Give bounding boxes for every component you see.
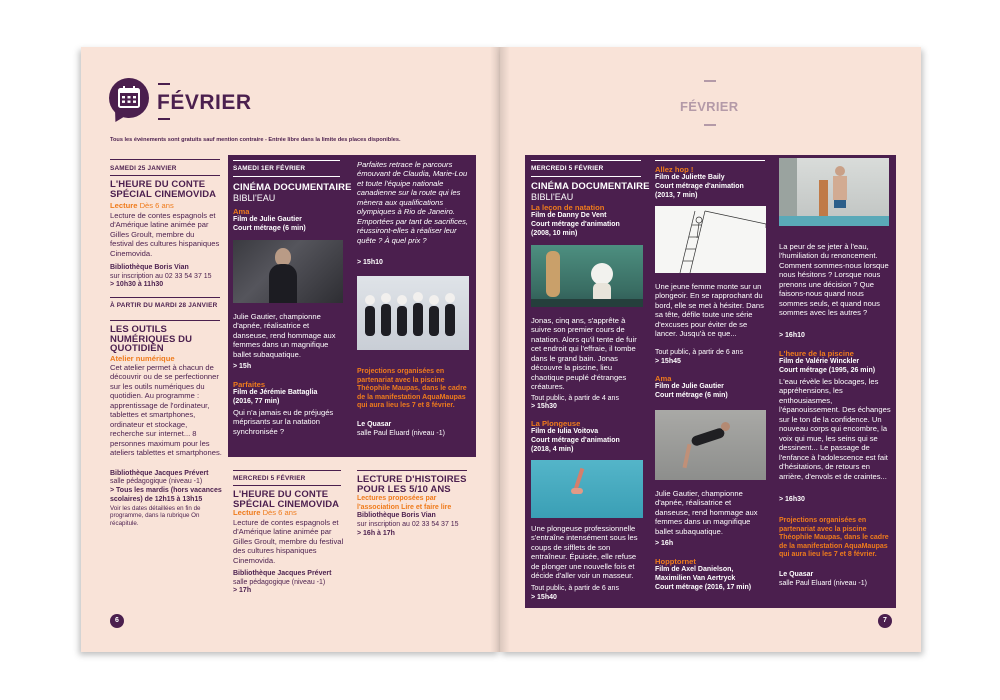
event-subtitle: BIBLI'EAU [531, 192, 574, 202]
film-credit: Film de Valérie Winckler [779, 358, 860, 365]
event-date: À PARTIR DU MARDI 28 JANVIER [110, 302, 218, 309]
film-credit: Film de Danny De Vent [531, 212, 607, 219]
event-room: salle pédagogique (niveau -1) [233, 579, 326, 586]
divider [233, 176, 340, 177]
event-time: > 10h30 à 11h30 [110, 281, 164, 288]
film-type: Court métrage d'animation [531, 221, 620, 228]
film-description: Une plongeuse professionnelle s'entraîne intensément sous les coups de sifflets de son entraîneur. Épuisée, elle refuse de plonger une nouvelle fois et décide d'aller voir un masseur. [531, 524, 638, 581]
film-credit: Film de Iulia Voitova [531, 428, 599, 435]
event-time: > 17h [233, 587, 252, 594]
film-time: > 15h [233, 363, 252, 370]
film-credit: Film de Axel Danielson, Maximilien Van Aertryck [655, 566, 736, 582]
event-venue: Bibliothèque Boris Vian [357, 512, 436, 519]
film-type: Court métrage d'animation [655, 183, 744, 190]
event-time: > Tous les mardis (hors vacances scolaires) de 12h15 à 13h15 [110, 487, 222, 503]
film-still-lecon-natation [531, 245, 643, 307]
film-year: (2008, 10 min) [531, 230, 578, 237]
event-title: L'HEURE DU CONTE SPÉCIAL CINEMOVIDA [110, 179, 217, 200]
event-title: LES OUTILS NUMÉRIQUES DU QUOTIDIEN [110, 324, 193, 355]
event-category: Lecture Dès 6 ans [233, 508, 297, 517]
film-still-parfaites [357, 276, 469, 350]
film-time: > 16h30 [779, 496, 805, 503]
divider [531, 160, 641, 161]
film-title: Ama [233, 207, 250, 216]
event-title: L'HEURE DU CONTE SPÉCIAL CINEMOVIDA [233, 489, 340, 510]
film-time: > 16h [655, 540, 674, 547]
divider [110, 320, 220, 321]
film-credit: Film de Juliette Baily [655, 174, 725, 181]
film-public: Tout public, à partir de 6 ans [655, 349, 743, 356]
film-description: La peur de se jeter à l'eau, l'humiliation du renoncement. Comment sommes-nous lorsque nous hésitons ? Lorsque nous prenons une décision ? Que faisons-nous quand nous sommes seuls, et quand nous sommes avec les autres ? [779, 242, 889, 318]
event-venue: Le Quasar [779, 571, 814, 578]
event-title: LECTURE D'HISTOIRES POUR LES 5/10 ANS [357, 474, 467, 495]
title-dash-bottom [158, 118, 170, 120]
event-venue: Bibliothèque Jacques Prévert [110, 470, 209, 477]
event-room: salle pédagogique (niveau -1) [110, 478, 203, 485]
calendar-icon [109, 78, 149, 118]
film-description: Jonas, cinq ans, s'apprête à suivre son premier cours de natation. Alors qu'il tente de fuir cet endroit qui l'effraie, il tombe dans le grand bain. Jonas découvre la piscine, lieu chaotique peuplé d'étranges créatures. [531, 316, 637, 392]
event-date: MERCREDI 5 FÉVRIER [531, 165, 604, 172]
film-time: > 15h40 [531, 594, 557, 601]
film-public: Tout public, à partir de 4 ans [531, 395, 619, 402]
film-time: > 15h45 [655, 358, 681, 365]
partnership-note: Projections organisées en partenariat avec la piscine Théophile Maupas, dans le cadre de la manifestation AquaMaupas qui aura lieu les 7 et 8 février. [357, 368, 467, 410]
film-type: Court métrage d'animation [531, 437, 620, 444]
event-title: CINÉMA DOCUMENTAIRE [233, 182, 352, 193]
event-venue: Bibliothèque Boris Vian [110, 264, 189, 271]
film-title: La leçon de natation [531, 203, 605, 212]
film-year: (2018, 4 min) [531, 446, 574, 453]
film-title: Parfaites [233, 380, 266, 389]
event-category: Lectures proposées par l'association Lire et faire lire [357, 495, 452, 511]
divider [233, 160, 340, 161]
film-year: (2016, 77 min) [233, 398, 280, 405]
divider [110, 159, 220, 160]
event-booking: sur inscription au 02 33 54 37 15 [110, 273, 212, 280]
film-credit: Film de Julie Gautier [655, 383, 724, 390]
divider [531, 176, 641, 177]
film-still-allez-hop [655, 206, 766, 273]
event-description: Lecture de contes espagnols et d'Amérique latine animée par Gilles Groult, membre du festival des cultures hispaniques Cinemovida. [233, 518, 344, 565]
event-date: SAMEDI 1ER FÉVRIER [233, 165, 306, 172]
divider [655, 160, 765, 161]
spine-shadow [490, 47, 510, 652]
month-title: FÉVRIER [680, 99, 739, 114]
divider [233, 485, 341, 486]
event-date: SAMEDI 25 JANVIER [110, 165, 177, 172]
title-dash-bottom [704, 124, 716, 126]
film-title: L'heure de la piscine [779, 349, 854, 358]
film-time: > 16h10 [779, 332, 805, 339]
event-time: > 16h à 17h [357, 530, 395, 537]
film-title: Ama [655, 374, 672, 383]
film-description: Julie Gautier, championne d'apnée, réalisatrice et danseuse, rend hommage aux femmes dans un magnifique ballet subaquatique. [233, 312, 336, 359]
divider [110, 297, 220, 298]
film-still-ama [655, 410, 766, 480]
film-type: Court métrage (6 min) [655, 392, 728, 399]
film-type: Court métrage (1995, 26 min) [779, 367, 876, 374]
film-still-ama [233, 240, 343, 303]
divider [110, 175, 220, 176]
film-description: Julie Gautier, championne d'apnée, réalisatrice et danseuse, rend hommage aux femmes dans un magnifique ballet subaquatique. [655, 489, 758, 536]
film-description: L'eau révèle les blocages, les appréhensions, les enthousiasmes, l'épanouissement. Des échanges sur le ton de la confidence. Un nouveau corps qui encombre, la voix qui mue, les seins qui se dessinent... Le passage de l'enfance à l'adolescence est fait d'hésitations, de retours en arrière, d'envols et de craintes... [779, 377, 891, 481]
film-still-plongeuse [531, 460, 643, 518]
event-title: CINÉMA DOCUMENTAIRE [531, 181, 650, 192]
film-title: Hopptornet [655, 557, 696, 566]
film-title: Allez hop ! [655, 165, 694, 174]
event-room: salle Paul Eluard (niveau -1) [779, 580, 867, 587]
title-dash-top [704, 80, 716, 82]
intro-text: Tous les événements sont gratuits sauf mention contraire - Entrée libre dans la limite des places disponibles. [110, 137, 401, 143]
film-description: Qui n'a jamais eu de préjugés méprisants sur la natation synchronisée ? [233, 408, 334, 436]
event-category: Lecture Dès 6 ans [110, 201, 174, 210]
event-subtitle: BIBLI'EAU [233, 193, 276, 203]
event-room: salle Paul Eluard (niveau -1) [357, 430, 445, 437]
event-category: Atelier numérique [110, 354, 175, 363]
event-date: MERCREDI 5 FÉVRIER [233, 475, 306, 482]
event-note: Voir les dates détaillées en fin de programme, dans la rubrique On récapitule. [110, 505, 201, 527]
title-dash-top [158, 83, 170, 85]
event-booking: sur inscription au 02 33 54 37 15 [357, 521, 459, 528]
film-credit: Film de Julie Gautier [233, 216, 302, 223]
film-time: > 15h30 [531, 403, 557, 410]
film-title: La Plongeuse [531, 419, 581, 428]
event-venue: Le Quasar [357, 421, 392, 428]
film-still-hopptornet [779, 158, 889, 226]
month-title: FÉVRIER [157, 91, 252, 114]
film-type: Court métrage (6 min) [233, 225, 306, 232]
film-time: > 15h10 [357, 259, 383, 266]
film-description: Une jeune femme monte sur un plongeoir. En se rapprochant du bord, elle se met à hésiter. Dans sa tête, défile toute une série d'excuses pour éviter de se lancer. Jusqu'à ce que... [655, 282, 764, 339]
event-description: Lecture de contes espagnols et d'Amérique latine animée par Gilles Groult, membre du festival des cultures hispaniques Cinemovida. [110, 211, 220, 258]
event-description: Cet atelier permet à chacun de découvrir ou de se perfectionner sur les outils numériques du quotidien. Au programme : apprentissage de l'ordinateur, tablettes et smartphones, ordinateur et stockage, recherche sur internet... 8 personnes maximum pour les ateliers tablettes et smartphones. [110, 363, 222, 458]
film-type: Court métrage (2016, 17 min) [655, 584, 752, 591]
partnership-note: Projections organisées en partenariat avec la piscine Théophile Maupas, dans le cadre de la manifestation AquaMaupas qui aura lieu les 7 et 8 février. [779, 517, 889, 559]
film-year: (2013, 7 min) [655, 192, 698, 199]
film-public: Tout public, à partir de 6 ans [531, 585, 619, 592]
event-venue: Bibliothèque Jacques Prévert [233, 570, 332, 577]
page-number: 7 [878, 614, 892, 628]
divider [233, 470, 341, 471]
divider [357, 470, 467, 471]
page-number: 6 [110, 614, 124, 628]
film-description: Parfaites retrace le parcours émouvant de Claudia, Marie-Lou et toute l'équipe nationale canadienne sur la route qui les mènera aux qualifications olympiques à Rio de Janeiro. Emportées par tant de sacrifices, réussiront-elles à réaliser leur quête ? À quel prix ? [357, 160, 469, 245]
film-credit: Film de Jérémie Battaglia [233, 389, 318, 396]
